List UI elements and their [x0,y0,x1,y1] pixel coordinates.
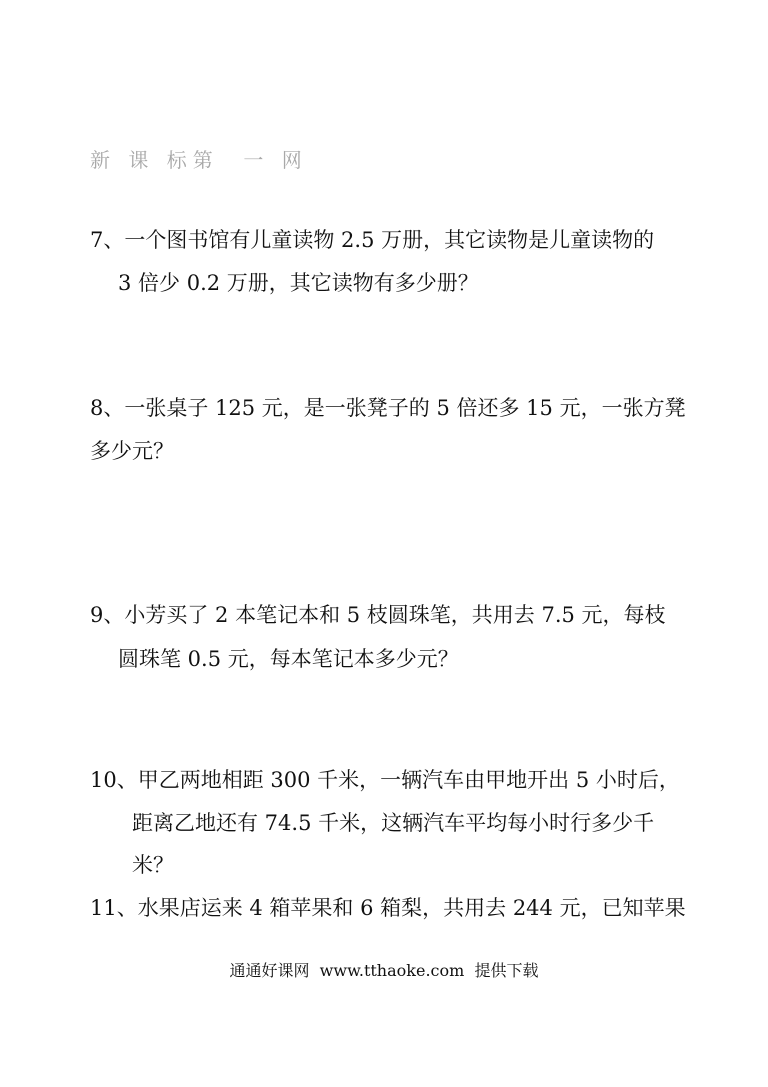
question-10-line-3: 米？ [132,853,174,877]
question-8-line-1: 8、一张桌子 125 元，是一张凳子的 5 倍还多 15 元，一张方凳 [90,396,686,420]
question-8-line-2: 多少元？ [90,439,174,463]
question-10-line-1: 10、甲乙两地相距 300 千米，一辆汽车由甲地开出 5 小时后， [90,768,680,792]
question-9-line-1: 9、小芳买了 2 本笔记本和 5 枝圆珠笔，共用去 7.5 元，每枝 [90,603,666,627]
watermark: 新 课 标第 一 网 [90,148,308,172]
question-7-line-2: 3 倍少 0.2 万册，其它读物有多少册？ [118,271,479,295]
footer-credit: 通通好课网 www.tthaoke.com 提供下载 [229,961,539,980]
question-7-line-1: 7、一个图书馆有儿童读物 2.5 万册，其它读物是儿童读物的 [90,228,655,252]
question-10-line-2: 距离乙地还有 74.5 千米，这辆汽车平均每小时行多少千 [132,811,655,835]
question-11-line-1: 11、水果店运来 4 箱苹果和 6 箱梨，共用去 244 元，已知苹果 [90,896,686,920]
question-9-line-2: 圆珠笔 0.5 元，每本笔记本多少元？ [118,647,459,671]
